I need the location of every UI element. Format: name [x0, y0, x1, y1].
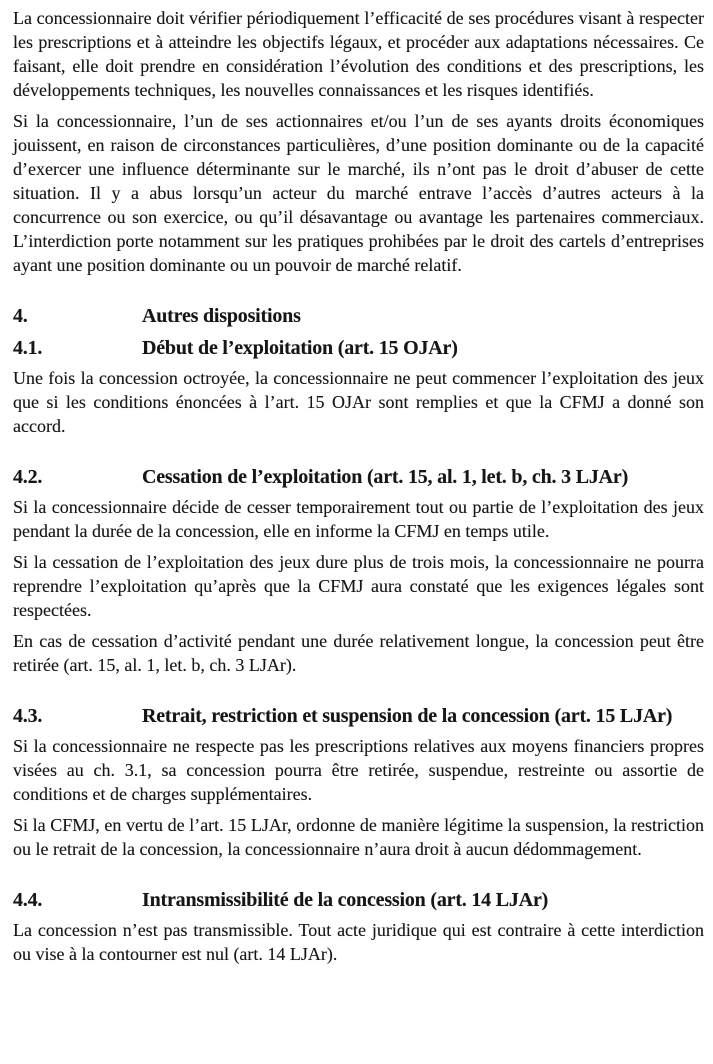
section-number: 4.	[13, 305, 28, 327]
section-4-1	[13, 335, 704, 438]
section-title: Retrait, restriction et suspension de la concession (art. 15 LJAr)	[142, 705, 673, 727]
section-paragraph: Si la concessionnaire ne respecte pas les prescriptions relatives aux moyens financiers propres visées au ch. 3.1, sa concession pourra être retirée, suspendue, restreinte ou assortie de conditions et de charges supplémentaires.	[13, 736, 704, 804]
section-paragraph: Si la cessation de l’exploitation des jeux dure plus de trois mois, la concessionnaire ne pourra reprendre l’exploitation qu’après que la CFMJ aura constaté que les exigences légales sont respectées.	[13, 552, 704, 620]
section-heading	[13, 887, 704, 913]
section-4-4	[13, 887, 704, 966]
section-title: Cessation de l’exploitation (art. 15, al. 1, let. b, ch. 3 LJAr)	[142, 466, 629, 488]
section-title: Début de l’exploitation (art. 15 OJAr)	[142, 337, 458, 359]
section-4	[13, 303, 704, 329]
section-heading	[13, 464, 704, 490]
section-number: 4.3.	[13, 705, 43, 727]
section-heading	[13, 335, 704, 361]
section-title: Intransmissibilité de la concession (art. 14 LJAr)	[142, 889, 549, 911]
section-number: 4.4.	[13, 889, 43, 911]
intro-paragraph: Si la concessionnaire, l’un de ses actionnaires et/ou l’un de ses ayants droits économiques jouissent, en raison de circonstances particulières, d’une position dominante ou de la capacité d’exercer une influence déterminante sur le marché, ils n’ont pas le droit d’abuser de cette situation. Il y a abus lorsqu’un acteur du marché entrave l’accès d’autres acteurs à la concurrence ou son exercice, ou qu’il désavantage ou avantage les partenaires commerciaux. L’interdiction porte notamment sur les pratiques prohibées par le droit des cartels d’entreprises ayant une position dominante ou un pouvoir de marché relatif.	[13, 111, 704, 275]
section-heading	[13, 703, 704, 729]
section-number: 4.2.	[13, 466, 43, 488]
section-paragraph: Si la concessionnaire décide de cesser temporairement tout ou partie de l’exploitation des jeux pendant la durée de la concession, elle en informe la CFMJ en temps utile.	[13, 497, 704, 541]
section-paragraph: Une fois la concession octroyée, la concessionnaire ne peut commencer l’exploitation des jeux que si les conditions énoncées à l’art. 15 OJAr sont remplies et que la CFMJ a donné son accord.	[13, 368, 704, 436]
section-paragraph: Si la CFMJ, en vertu de l’art. 15 LJAr, ordonne de manière légitime la suspension, la restriction ou le retrait de la concession, la concessionnaire n’aura droit à aucun dédommagement.	[13, 815, 704, 859]
section-paragraph: En cas de cessation d’activité pendant une durée relativement longue, la concession peut être retirée (art. 15, al. 1, let. b, ch. 3 LJAr).	[13, 631, 704, 675]
section-heading	[13, 303, 704, 329]
section-title: Autres dispositions	[142, 305, 301, 327]
section-4-2	[13, 464, 704, 677]
section-number: 4.1.	[13, 337, 43, 359]
intro-paragraph: La concessionnaire doit vérifier périodiquement l’efficacité de ses procédures visant à respecter les prescriptions et à atteindre les objectifs légaux, et procéder aux adaptations nécessaires. Ce faisant, elle doit prendre en considération l’évolution des conditions et des prescriptions, les développements techniques, les nouvelles connaissances et les risques identifiés.	[13, 8, 704, 100]
section-paragraph: La concession n’est pas transmissible. Tout acte juridique qui est contraire à cette interdiction ou vise à la contourner est nul (art. 14 LJAr).	[13, 920, 704, 964]
section-4-3	[13, 703, 704, 861]
